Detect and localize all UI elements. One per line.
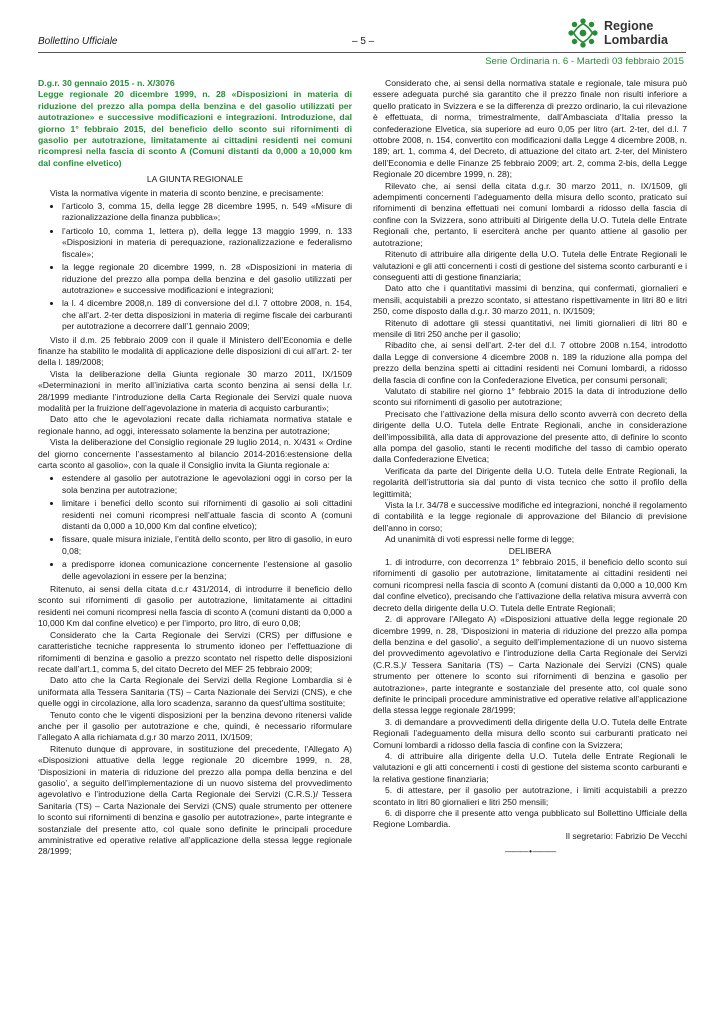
paragraph: Visto il d.m. 25 febbraio 2009 con il quale il Ministero dell’Economia e delle finanze ha stabilito le modalità di applicazione delle disposizioni di cui all’art. 2- ter della l. 189/2008; (38, 334, 352, 368)
paragraph: Vista la l.r. 34/78 e successive modifiche ed integrazioni, nonché il regolamento di contabilità e la legge regionale di approvazione del Bilancio di previsione dell’anno in corso; (373, 500, 687, 533)
giunta-heading: LA GIUNTA REGIONALE (146, 174, 244, 185)
regione-lombardia-logo (566, 16, 668, 50)
paragraph: Considerato che la Carta Regionale dei Servizi (CRS) per diffusione e caratteristiche tecniche rappresenta lo strumento idoneo per l’effettuazione di rifornimenti di benzina e gasolio a prezzo scontato nel rispetto delle disposizioni recate dall’art.1, comma 5, del citato Decreto del MEF 25 febbraio 2009; (38, 629, 352, 674)
signature: Il segretario: Fabrizio De Vecchi (565, 830, 687, 841)
dgr-title: Legge regionale 20 dicembre 1999, n. 28 «Disposizioni in materia di riduzione del prezzo alla pompa della benzina e del gasolio utilizzati per autotrazione» e successive modificazioni e integrazioni. Introduzione, dal giorno 1° febbraio 2015, del beneficio dello sconto sui rifornimenti di gasolio per autotrazione, limitatamente ai cittadini residenti nei comuni ricompresi nella fascia di sconto A (Comuni distanti da 0,000 a 10,000 km dal confine elvetico) (38, 89, 352, 168)
paragraph: Tenuto conto che le vigenti disposizioni per la benzina devono ritenersi valide anche per il gasolio per autotrazione e che, quindi, è necessario riformulare l’allegato A alla richiamata d.g.r 30 marzo 2011, IX/1509; (38, 709, 352, 743)
paragraph: Ritenuto dunque di approvare, in sostituzione del precedente, l’Allegato A) «Disposizioni attuative della legge regionale 20 dicembre 1999, n. 28, ‘Disposizioni in materia di riduzione del prezzo alla pompa della benzina e del gasolio’, a seguito dell’implementazione di un nuovo sistema del provvedimento agevolativo e l’introduzione della Carta Regionale dei Servizi (C.R.S.)/ Tessera Sanitaria (TS) – Carta Nazionale dei Servizi (CNS) quale strumento per ottenere lo sconto sui rifornimenti di benzina e gasolio per autotrazione», parte integrante e sostanziale del presente atto, col quale sono definite le principali procedure amministrative ed operative relative all’applicazione della stessa legge regionale 28/1999; (38, 743, 352, 857)
paragraph: Valutato di stabilire nel giorno 1° febbraio 2015 la data di introduzione dello sconto sui rifornimenti di gasolio per autotrazione; (373, 385, 687, 408)
list-item: • a predisporre idonea comunicazione concernente l’estensione al gasolio delle agevolazioni in essere per la benzina; (62, 559, 352, 582)
header-rule (38, 52, 686, 53)
paragraph: Ritenuto di attribuire alla dirigente della U.O. Tutela delle Entrate Regionali le valutazioni e gli atti concernenti i costi di gestione del sistema sconto carburanti e i conseguenti atti di gestione finanziaria; (373, 249, 687, 282)
paragraph: Rilevato che, ai sensi della citata d.g.r. 30 marzo 2011, n. IX/1509, gli adempimenti concernenti l’adeguamento della misura dello sconto, praticato sui rifornimenti di benzina effettuati nei comuni lombardi a ridosso della fascia di confine con la Svizzera, sono attribuiti al Dirigente della U.O. Tutela delle Entrate Regionali che, pertanto, li eserciterà anche per quanto attiene al gasolio per autotrazione; (373, 180, 687, 248)
logo-text-line2: Lombardia (604, 33, 668, 47)
deliberation-item: 6. di disporre che il presente atto venga pubblicato sul Bollettino Ufficiale della Regione Lombardia. (373, 808, 687, 830)
page-number: – 5 – (352, 36, 375, 47)
normativa-list (38, 201, 352, 332)
paragraph: Verificata da parte del Dirigente della U.O. Tutela delle Entrate Regionali, la regolarità dell’istruttoria sia dal punto di vista tecnico che sotto il profilo della legittimità; (373, 465, 687, 499)
paragraph: Ritenuto, ai sensi della citata d.c.r 431/2014, di introdurre il beneficio dello sconto sui rifornimenti di gasolio per autotrazione, limitatamente ai cittadini residenti nei comuni ricompresi nella fascia di sconto A (comuni distanti da 0,000 a 10,000 Km dal confine elvetico) e per l’importo, pro litro, di euro 0,08; (38, 584, 352, 629)
serie-info: Serie Ordinaria n. 6 - Martedì 03 febbraio 2015 (485, 56, 684, 67)
logo-text-line1: Regione (604, 19, 654, 33)
list-item: • la legge regionale 20 dicembre 1999, n. 28 «Disposizioni in materia di riduzione del prezzo alla pompa della benzina e del gasolio utilizzati per autotrazione» e successive modificazioni e integrazioni; (62, 262, 352, 296)
paragraph: Ritenuto di adottare gli stessi quantitativi, nei limiti giornalieri di litri 80 e mensile di litri 250 anche per il gasolio; (373, 317, 687, 339)
paragraph: Vista la deliberazione della Giunta regionale 30 marzo 2011, IX/1509 «Determinazioni in merito all’iniziativa carta sconto benzina ai sensi della l.r. 28/1999 mediante l’introduzione della Carta Regionale dei Servizi quale nuova modalità per la fruizione dell’agevolazione in materia di acquisto carburanti»; (38, 368, 352, 413)
deliberation-item: 1. di introdurre, con decorrenza 1° febbraio 2015, il beneficio dello sconto sui rifornimenti di gasolio per autotrazione, limitatamente ai cittadini residenti nei comuni ricompresi nella fascia di sconto A (comuni distanti da 0,000 a 10,000 Km dal confine elvetico), precisando che l’attivazione della relativa misura avverrà con decreto della dirigente della U.O. Tutela delle Entrate Regionali; (373, 557, 687, 613)
paragraph: Precisato che l’attivazione della misura dello sconto avverrà con decreto della dirigente della U.O. Tutela delle Entrate Regionali, anche in considerazione dell’impossibilità, alla data di approvazione del presente atto, di definire lo sconto alla pompa del gasolio, stanti le recenti modifiche del tasso di cambio operato dalla Confederazione Elvetica; (373, 408, 687, 465)
list-item: • estendere al gasolio per autotrazione le agevolazioni oggi in corso per la sola benzina per autotrazione; (62, 473, 352, 496)
dgr-number: D.g.r. 30 gennaio 2015 - n. X/3076 (38, 78, 175, 88)
rosa-camuna-icon (566, 16, 600, 50)
consiglio-list (38, 473, 352, 582)
logo-text (604, 19, 668, 47)
deliberation-item: 4. di attribuire alla dirigente della U.O. Tutela delle Entrate Regionali le valutazioni e gli atti concernenti i costi di gestione del sistema sconto carburanti e la relativa gestione finanziaria; (373, 750, 687, 784)
left-column (38, 78, 352, 858)
deliberation-item: 3. di demandare a provvedimenti della dirigente della U.O. Tutela delle Entrate Regionali l’adeguamento della misura dello sconto sui carburanti praticato nei Comuni lombardi a ridosso della fascia di confine con la Svizzera; (373, 716, 687, 750)
right-column (373, 78, 687, 858)
list-item: • limitare i benefici dello sconto sui rifornimenti di gasolio ai soli cittadini residenti nei comuni ricompresi nell’attuale fascia di sconto A (comuni distanti da 0,000 a 10,000 Km dal confine elvetico); (62, 498, 352, 532)
deliberation-item: 2. di approvare l’Allegato A) «Disposizioni attuative della legge regionale 20 dicembre 1999, n. 28, ‘Disposizioni in materia di riduzione del prezzo alla pompa della benzina e del gasolio’, a seguito dell’implementazione di un nuovo sistema del provvedimento agevolativo e l’introduzione della Carta Regionale dei Servizi (C.R.S.)/ Tessera Sanitaria (TS) – Carta Nazionale dei Servizi (CNS) quale strumento per ottenere lo sconto sui rifornimenti di benzina e gasolio per autotrazione», parte integrante e sostanziale del presente atto, col quale sono definite le principali procedure amministrative ed operative relative all’applicazione della stessa legge regionale 28/1999; (373, 614, 687, 716)
paragraph: Dato atto che le agevolazioni recate dalla richiamata normativa statale e regionale hanno, ad oggi, interessato solamente la benzina per autotrazione; (38, 414, 352, 436)
paragraph: Vista la deliberazione del Consiglio regionale 29 luglio 2014, n. X/431 « Ordine del giorno concernente l’assestamento al bilancio 2014-2016:estensione della carta sconto al gasolio», con la quale il Consiglio invita la Giunta regionale a: (38, 437, 352, 470)
list-item: • l’articolo 10, comma 1, lettera p), della legge 13 maggio 1999, n. 133 «Disposizioni in materia di perequazione, razionalizzazione e federalismo fiscale»; (62, 226, 352, 260)
paragraph: Dato atto che i quantitativi massimi di benzina, qui confermati, giornalieri e mensili, acquistabili a prezzo scontato, si attestano rispettivamente in litri 80 e litri 250, come disposto dalla d.g.r. 30 marzo 2011, n. IX/1509; (373, 283, 687, 317)
publication-title: Bollettino Ufficiale (38, 36, 118, 47)
end-mark: ——— • ——— (504, 846, 556, 857)
paragraph: Vista la normativa vigente in materia di sconto benzine, e precisamente: (50, 187, 324, 198)
paragraph: Considerato che, ai sensi della normativa statale e regionale, tale misura può essere adeguata purché sia garantito che il prezzo finale non risulti inferiore a quello praticato in Svizzera e se la differenza di prezzo ordinario, la cui rilevazione è effettuata, di norma, trimestralmente, dall’Ambasciata d’Italia presso la confederazione Elvetica, sia superiore ad euro 0,05 per litro (art. 2-ter, del d.l. 7 ottobre 2008, n. 154, convertito con modificazioni dalla Legge 4 dicembre 2008, n. 189; art. 1, comma 4, del Decreto, di attuazione del citato art. 2-ter, del Ministero dell’Economia e delle Finanze 25 febbraio 2009; art. 2, comma 2-bis, della Legge Regionale 20 dicembre 1999, n. 28); (373, 78, 687, 180)
deliberation-item: 5. di attestare, per il gasolio per autotrazione, i limiti acquistabili a prezzo scontato in litri 80 giornalieri e litri 250 mensili; (373, 785, 687, 807)
paragraph: Dato atto che la Carta Regionale dei Servizi della Regione Lombardia si è uniformata alla Tessera Sanitaria (TS) – Carta Nazionale dei Servizi (CNS), e che quelle oggi in circolazione, alla loro scadenza, saranno da quest’ultima sostituite; (38, 675, 352, 709)
delibera-heading: DELIBERA (508, 545, 552, 556)
paragraph: Ribadito che, ai sensi dell’art. 2-ter del d.l. 7 ottobre 2008 n.154, introdotto dalla Legge di conversione 4 dicembre 2008 n. 189 la riduzione alla pompa del prezzo della benzina spetti ai cittadini residenti nei Comuni lombardi, a ridosso della fascia di confine con la Confederazione Elvetica, per consumi personali; (373, 340, 687, 385)
paragraph: Ad unanimità di voti espressi nelle forme di legge; (385, 534, 575, 545)
list-item: • fissare, quale misura iniziale, l’entità dello sconto, per litro di gasolio, in euro 0,08; (62, 534, 352, 557)
list-item: • l’articolo 3, comma 15, della legge 28 dicembre 1995, n. 549 «Misure di razionalizzazione della finanza pubblica»; (62, 201, 352, 224)
list-item: • la l. 4 dicembre 2008,n. 189 di conversione del d.l. 7 ottobre 2008, n. 154, che all’art. 2-ter detta disposizioni in materia di regime fiscale dei carburanti per autotrazione a decorrere dall’1 gennaio 2009; (62, 298, 352, 332)
